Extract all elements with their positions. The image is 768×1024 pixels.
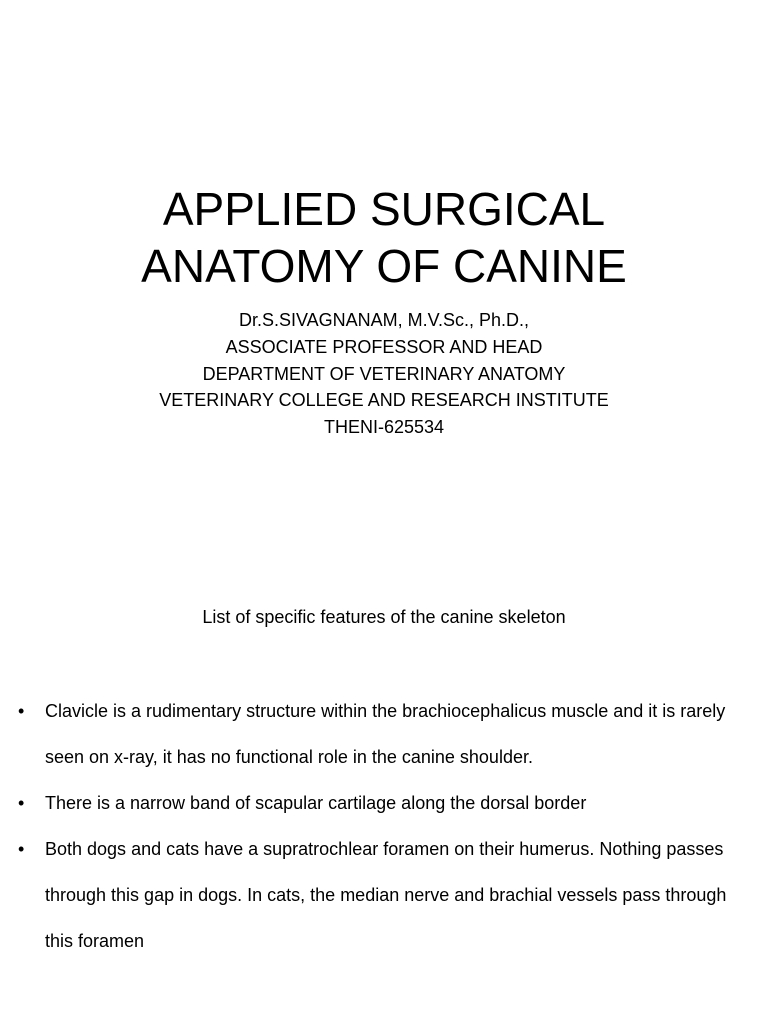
list-item-text: Both dogs and cats have a supratrochlear foramen on their humerus. Nothing passes through this gap in dogs. In cats, the median nerve and brachial vessels pass through this foramen	[45, 839, 727, 951]
bullet-icon: •	[18, 793, 25, 813]
list-item-text: There is a narrow band of scapular cartilage along the dorsal border	[45, 793, 587, 813]
author-name: Dr.S.SIVAGNANAM, M.V.Sc., Ph.D.,	[238, 310, 530, 330]
feature-list	[0, 688, 768, 964]
list-item	[0, 688, 768, 780]
author-department: DEPARTMENT OF VETERINARY ANATOMY	[202, 363, 566, 384]
author-location: THENI-625534	[323, 417, 445, 438]
author-block	[0, 307, 768, 441]
list-item-text: Clavicle is a rudimentary structure within the brachiocephalicus muscle and it is rarely seen on x-ray, it has no functional role in the canine shoulder.	[45, 701, 726, 767]
presentation-title	[0, 181, 768, 295]
section-heading: List of specific features of the canine skeleton	[202, 607, 566, 627]
bullet-icon: •	[18, 701, 25, 721]
list-item	[0, 826, 768, 964]
author-institute: VETERINARY COLLEGE AND RESEARCH INSTITUTE	[159, 390, 609, 411]
list-item	[0, 780, 768, 826]
author-position: ASSOCIATE PROFESSOR AND HEAD	[225, 336, 543, 357]
title-line-2: ANATOMY OF CANINE	[141, 240, 627, 292]
title-line-1: APPLIED SURGICAL	[162, 183, 606, 235]
bullet-icon: •	[18, 839, 25, 859]
